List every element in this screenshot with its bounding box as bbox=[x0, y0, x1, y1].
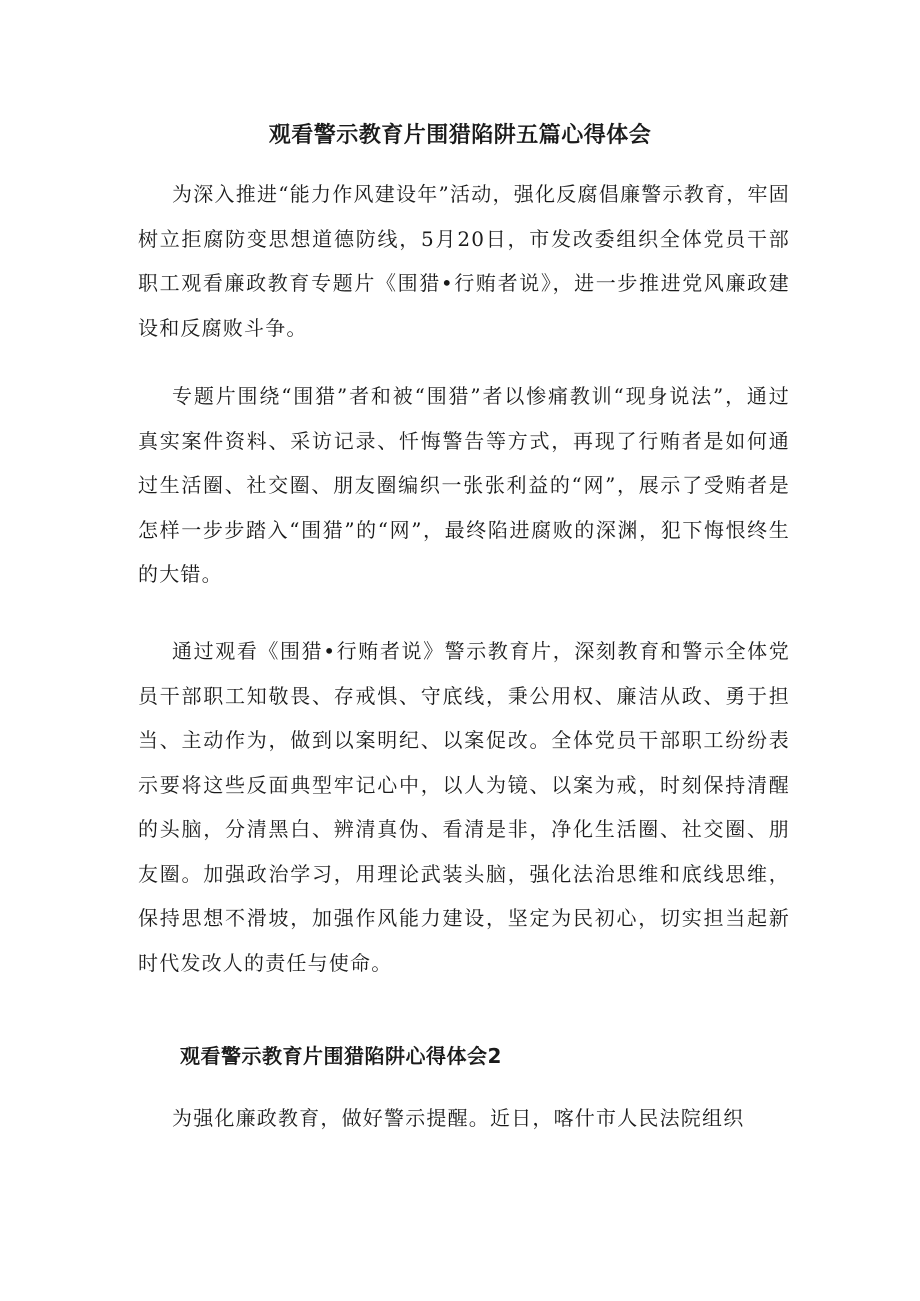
section-2-paragraph: 为强化廉政教育，做好警示提醒。近日，喀什市人民法院组织 bbox=[172, 1106, 745, 1130]
document-title: 观看警示教育片围猎陷阱五篇心得体会 bbox=[268, 123, 652, 148]
paragraph-1: 为深入推进“能力作风建设年”活动，强化反腐倡廉警示教育，牢固树立拒腐防变思想道德防线，5月20日，市发改委组织全体党员干部职工观看廉政教育专题片《围猎•行贿者说》，进一步推进党风廉政建设和反腐败斗争。 bbox=[138, 182, 790, 340]
section-2-heading: 观看警示教育片围猎陷阱心得体会2 bbox=[180, 1044, 502, 1068]
paragraph-2: 专题片围绕“围猎”者和被“围猎”者以惨痛教训“现身说法”，通过真实案件资料、采访记录、忏悔警告等方式，再现了行贿者是如何通过生活圈、社交圈、朋友圈编织一张张利益的“网”，展示了受贿者是怎样一步步踏入“围猎”的“网”，最终陷进腐败的深渊，犯下悔恨终生的大错。 bbox=[138, 384, 790, 586]
paragraph-3: 通过观看《围猎•行贿者说》警示教育片，深刻教育和警示全体党员干部职工知敬畏、存戒惧、守底线，秉公用权、廉洁从政、勇于担当、主动作为，做到以案明纪、以案促改。全体党员干部职工纷纷表示要将这些反面典型牢记心中，以人为镜、以案为戒，时刻保持清醒的头脑，分清黑白、辨清真伪、看清是非，净化生活圈、社交圈、朋友圈。加强政治学习，用理论武装头脑，强化法治思维和底线思维，保持思想不滑坡，加强作风能力建设，坚定为民初心，切实担当起新时代发改人的责任与使命。 bbox=[138, 639, 790, 975]
